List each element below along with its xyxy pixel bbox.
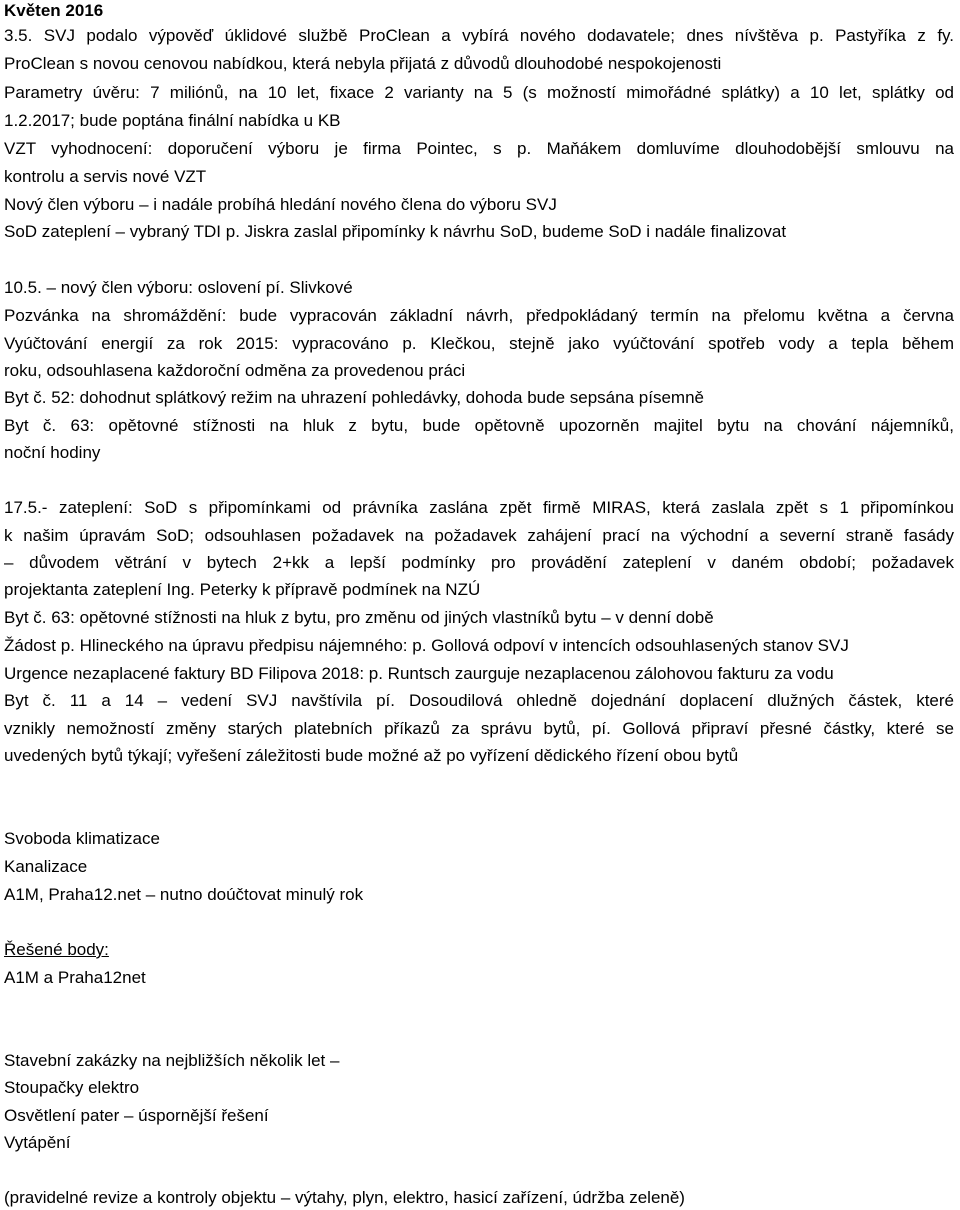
section2-line-2: Pozvánka na shromáždění: bude vypracován základní návrh, předpokládaný termín na přelomu května a června [4,306,954,325]
section2-line-6: Byt č. 63: opětovné stížnosti na hluk z bytu, bude opětovně upozorněn majitel bytu na chování nájemníků, [4,416,954,435]
section3-line-4: projektanta zateplení Ing. Peterky k přípravě podmínek na NZÚ [4,580,481,599]
document-heading: Květen 2016 [4,1,104,20]
section4-line-1: Svoboda klimatizace [4,829,160,848]
section4-line-2: Kanalizace [4,857,88,876]
resolved-item: A1M a Praha12net [4,968,146,987]
section1-line-4: 1.2.2017; bude poptána finální nabídka u KB [4,111,341,130]
section3-line-9: vznikly nemožností změny starých platebních příkazů za správu bytů, pí. Gollová připraví přesné částky, které se [4,719,954,738]
section3-line-6: Žádost p. Hlineckého na úpravu předpisu nájemného: p. Gollová odpoví v intencích odsouhlasených stanov SVJ [4,636,849,655]
section2-line-5: Byt č. 52: dohodnut splátkový režim na uhrazení pohledávky, dohoda bude sepsána písemně [4,388,704,407]
section3-line-2: k našim úpravám SoD; odsouhlasen požadavek na požadavek zahájení prací na východní a severní straně fasády [4,526,954,545]
section5-line-4: Vytápění [4,1133,71,1152]
section1-line-3: Parametry úvěru: 7 miliónů, na 10 let, fixace 2 varianty na 5 (s možností mimořádné splátky) a 10 let, splátky od [4,83,954,102]
footer-note: (pravidelné revize a kontroly objektu – výtahy, plyn, elektro, hasicí zařízení, údržba zeleně) [4,1188,685,1207]
section3-line-1: 17.5.- zateplení: SoD s připomínkami od právníka zaslána zpět firmě MIRAS, která zaslala zpět s 1 připomínkou [4,498,954,517]
section3-line-3: – důvodem větrání v bytech 2+kk a lepší podmínky pro provádění zateplení v daném období; požadavek [4,553,954,572]
section5-line-2: Stoupačky elektro [4,1078,140,1097]
section2-line-1: 10.5. – nový člen výboru: oslovení pí. Slivkové [4,278,353,297]
section2-line-7: noční hodiny [4,443,101,462]
section3-line-10: uvedených bytů týkají; vyřešení záležitosti bude možné až po vyřízení dědického řízení obou bytů [4,746,739,765]
section3-line-7: Urgence nezaplacené faktury BD Filipova 2018: p. Runtsch zaurguje nezaplacenou zálohovou fakturu za vodu [4,664,834,683]
section2-line-4: roku, odsouhlasena každoroční odměna za provedenou práci [4,361,466,380]
section4-line-3: A1M, Praha12.net – nutno doúčtovat minulý rok [4,885,364,904]
section1-line-2: ProClean s novou cenovou nabídkou, která nebyla přijatá z důvodů dlouhodobé nespokojenosti [4,54,722,73]
section1-line-5: VZT vyhodnocení: doporučení výboru je firma Pointec, s p. Maňákem domluvíme dlouhodobější smlouvu na [4,139,954,158]
section5-line-3: Osvětlení pater – úspornější řešení [4,1106,269,1125]
section1-line-6: kontrolu a servis nové VZT [4,167,207,186]
section5-line-1: Stavební zakázky na nejbližších několik let – [4,1051,340,1070]
section3-line-8: Byt č. 11 a 14 – vedení SVJ navštívila pí. Dosoudilová ohledně dojednání doplacení dlužných částek, které [4,691,954,710]
section1-line-1: 3.5. SVJ podalo výpověď úklidové službě ProClean a vybírá nového dodavatele; dnes nívštěva p. Pastyříka z fy. [4,26,954,45]
section2-line-3: Vyúčtování energií za rok 2015: vypracováno p. Klečkou, stejně jako vyúčtování spotřeb vody a tepla během [4,334,954,353]
section1-line-8: SoD zateplení – vybraný TDI p. Jiskra zaslal připomínky k návrhu SoD, budeme SoD i nadále finalizovat [4,222,787,241]
section3-line-5: Byt č. 63: opětovné stížnosti na hluk z bytu, pro změnu od jiných vlastníků bytu – v denní době [4,608,714,627]
section1-line-7: Nový člen výboru – i nadále probíhá hledání nového člena do výboru SVJ [4,195,557,214]
resolved-heading-text: Řešené body: [4,940,109,959]
resolved-heading [4,940,109,960]
